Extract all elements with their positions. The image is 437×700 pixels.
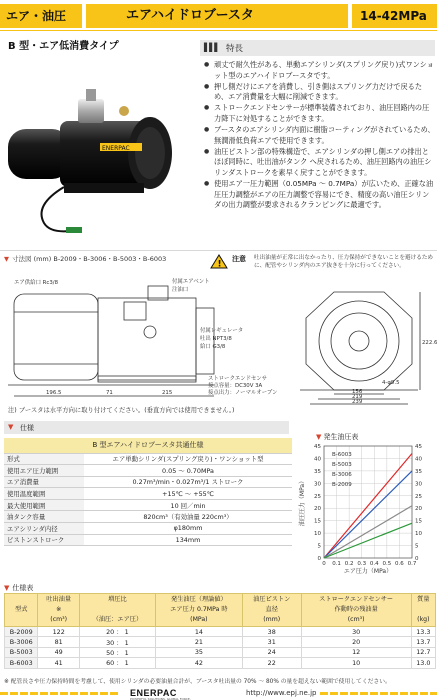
- dim-219: 219: [352, 394, 363, 400]
- table-cell: 42: [155, 658, 242, 668]
- dim-196: 196.5: [46, 390, 62, 396]
- table-cell: 50 ： 1: [79, 647, 155, 657]
- sensor-label: ストロークエンドセンサ: [208, 376, 268, 382]
- y-tick-label-right: 25: [415, 493, 422, 500]
- table-cell: 30 ： 1: [79, 637, 155, 647]
- x-tick-label: 0.7: [407, 561, 417, 567]
- table-cell: 30: [301, 627, 411, 637]
- feature-list: [204, 60, 436, 211]
- table-cell: 41: [38, 658, 80, 668]
- caution-text: 吐出油量が正常に出なかったり、圧力保持ができないことを避けるために、配管やシリンダ内のエア抜きを十分に行ってください。: [254, 255, 434, 269]
- table-cell: 12: [301, 647, 411, 657]
- column-header: 吐出油量 ※ (cm³): [38, 594, 80, 627]
- y-tick-label: 5: [317, 543, 321, 550]
- rating-label: 接点容量：DC30V 3A: [208, 383, 263, 389]
- table-cell: 31: [242, 637, 301, 647]
- inlet-label: 給口 G3/8: [200, 344, 226, 350]
- footer-stripe-right: [320, 692, 437, 695]
- column-header: ストロークエンドセンサー 作動時の残油量 (cm³): [301, 594, 411, 627]
- series-line: [324, 453, 412, 558]
- y-tick-label-right: 0: [415, 556, 419, 562]
- x-tick-label: 0.5: [382, 561, 392, 567]
- table-row: 使用エア圧力範囲 0.05 ～ 0.70MPa: [4, 465, 292, 477]
- features-heading: 特長: [226, 44, 244, 54]
- triangle-icon: ▼: [8, 423, 14, 431]
- x-tick-label: 0.3: [357, 561, 367, 567]
- chart-plot: [296, 442, 437, 582]
- table-row: [5, 637, 436, 647]
- model-footnote: ※ 配管長さや圧力保持時間を考慮して、使用シリンダの必要油量合計が、ブースタ吐出量の 70% ～ 80% の量を超えない範囲で使用してください。: [4, 679, 391, 685]
- dim-239: 239: [352, 399, 363, 405]
- x-axis-label: エア圧力（MPa）: [343, 568, 393, 575]
- table-cell: 22: [242, 658, 301, 668]
- feature-item: ● 頑丈で耐久性がある、単動エアシリンダ(スプリング戻り)式ワンショット型のエアハイドロブースタです。: [204, 60, 436, 81]
- x-tick-label: 0.2: [344, 561, 354, 567]
- column-header: 油圧ピストン 直径 (mm): [242, 594, 301, 627]
- table-row: [5, 658, 436, 668]
- x-tick-label: 0: [322, 561, 326, 567]
- footer-stripe-left: [0, 692, 120, 695]
- table-row: 最大使用範囲 10 回／min: [4, 499, 292, 511]
- table-cell: 38: [242, 627, 301, 637]
- contact-label: 接点出力：ノーマルオープン: [208, 390, 278, 396]
- heading-bars-icon: ▌▌▌: [204, 43, 220, 52]
- page-title: エアハイドロブースタ: [86, 4, 348, 28]
- table-row: 使用温度範囲 +15℃ ～ +55℃: [4, 488, 292, 500]
- common-spec-table: [4, 438, 292, 546]
- product-photo: [4, 55, 192, 245]
- dim-71: 71: [106, 390, 113, 396]
- specs-heading-bar: [4, 421, 289, 434]
- section-divider: [0, 250, 437, 251]
- feature-item: ● ブースタのエアシリンダ内面に樹脂コーティングがされているため、無潤滑低負荷エアで使用できます。: [204, 125, 436, 146]
- dim-156: 156: [352, 389, 363, 395]
- discharge-label: 吐出 NPT3/8: [200, 336, 232, 342]
- footer: [0, 688, 437, 700]
- y-tick-label-right: 15: [415, 518, 422, 525]
- y-tick-label: 0: [317, 556, 321, 562]
- air-vent-label: 付属エアベント: [172, 279, 210, 285]
- features-heading-bar: [200, 40, 435, 56]
- column-header: 増圧比 （油圧：エア圧）: [79, 594, 155, 627]
- table-cell: 20 ： 1: [79, 627, 155, 637]
- header-bar: [0, 0, 437, 32]
- table-cell: 24: [242, 647, 301, 657]
- website-link[interactable]: http://www.epj.ne.jp: [246, 689, 317, 697]
- series-line: [324, 523, 412, 558]
- feature-item: ● 押し側だけにエアを消費し、引き側はスプリング力だけで戻るため、エア消費量を大幅に削減できます。: [204, 82, 436, 103]
- y-tick-label: 25: [314, 493, 321, 500]
- svg-text:!: !: [217, 259, 222, 269]
- dim-bolt: 4-φ9.5: [382, 380, 400, 386]
- y-tick-label-right: 10: [415, 531, 422, 538]
- models-heading: [4, 583, 33, 593]
- table-cell: 122: [38, 627, 80, 637]
- y-tick-label: 45: [314, 444, 321, 450]
- category-label: エア・油圧: [0, 4, 82, 28]
- table-cell: 13.7: [411, 637, 435, 647]
- y-tick-label: 20: [314, 506, 321, 513]
- regulator-label: 付属レギュレータ: [200, 328, 244, 334]
- model-table-header: [5, 594, 436, 627]
- svg-text:ENERPAC: ENERPAC: [102, 145, 130, 152]
- brand-logo: ENERPAC: [130, 688, 177, 698]
- model-cell: B-3006: [5, 637, 38, 647]
- table-cell: 35: [155, 647, 242, 657]
- feature-item: ● ストロークエンドセンサーが標準装備されており、油圧回路内の圧力降下に対処することができます。: [204, 103, 436, 124]
- specs-heading: 仕様: [20, 424, 34, 432]
- spec-table-title: B 型エアハイドロブースタ共通仕様: [4, 438, 292, 453]
- model-table: [4, 593, 436, 669]
- y-tick-label: 15: [314, 518, 321, 525]
- oil-port-label: 注油口: [172, 287, 189, 293]
- table-cell: 10: [301, 658, 411, 668]
- column-header: 型式: [5, 594, 38, 627]
- dim-222: 222.6: [422, 340, 437, 346]
- table-cell: 49: [38, 647, 80, 657]
- triangle-icon: ▼: [316, 433, 322, 441]
- pressure-range: 14-42MPa: [352, 4, 437, 28]
- y-tick-label-right: 30: [415, 481, 422, 488]
- table-row: 油タンク容量 820cm³（有効油量 220cm³）: [4, 511, 292, 523]
- table-cell: 13.0: [411, 658, 435, 668]
- dimensions-heading-text: 寸法図 (mm) B-2009・B-3006・B-5003・B-6003: [12, 255, 167, 263]
- y-tick-label: 10: [314, 531, 321, 538]
- y-tick-label-right: 40: [415, 456, 422, 463]
- chart-title-text: 発生油圧表: [323, 433, 359, 441]
- dimensions-heading: [4, 254, 166, 263]
- product-subtitle: B 型・エア低消費タイプ: [8, 41, 119, 52]
- x-tick-label: 0.6: [395, 561, 404, 567]
- table-row: [5, 647, 436, 657]
- table-cell: 21: [155, 637, 242, 647]
- series-line: [324, 506, 412, 558]
- models-heading-text: 仕様表: [12, 584, 34, 592]
- triangle-icon: ▼: [4, 584, 10, 592]
- legend-label: B-3006: [332, 472, 352, 478]
- model-cell: B-5003: [5, 647, 38, 657]
- chart-title: [316, 432, 358, 442]
- y-tick-label: 35: [314, 468, 321, 475]
- dim-215: 215: [162, 390, 173, 396]
- table-row: ピストンストローク 134mm: [4, 534, 292, 546]
- caution-label: 注意: [232, 255, 246, 263]
- table-row: エアシリンダ内径 φ180mm: [4, 523, 292, 535]
- dimension-drawing: [0, 272, 437, 408]
- feature-item: ● 使用エア一圧力範囲（0.05MPa ～ 0.7MPa）が広いため、正確な油圧圧力調整がエアの圧力調整で容易にでき、精度の高い油圧シリンダの出力調整が要求されるクランピングに最適です。: [204, 179, 436, 211]
- model-table-body: [5, 627, 436, 669]
- y-axis-label: 油圧圧力（MPa）: [299, 477, 306, 527]
- x-tick-label: 0.1: [332, 561, 341, 567]
- brand-tagline: POWERFUL SOLUTIONS. GLOBAL FORCE.: [130, 697, 191, 700]
- y-tick-label-right: 20: [415, 506, 422, 513]
- air-inlet-label: エア供給口 Rc3/8: [14, 280, 59, 286]
- model-cell: B-2009: [5, 627, 38, 637]
- y-tick-label-right: 5: [415, 543, 419, 550]
- table-row: [5, 627, 436, 637]
- y-tick-label-right: 35: [415, 468, 422, 475]
- y-tick-label: 40: [314, 456, 321, 463]
- model-cell: B-6003: [5, 658, 38, 668]
- legend-label: B-5003: [332, 462, 352, 468]
- table-row: 形式 エア単動シリンダ(スプリング戻り)・ワンショット型: [4, 453, 292, 465]
- table-cell: 13.3: [411, 627, 435, 637]
- header-divider: [0, 30, 437, 31]
- warning-icon: [210, 254, 228, 269]
- table-row: エア消費量 0.27m³/min・0.027m³/1 ストローク: [4, 476, 292, 488]
- feature-item: ● 油圧ピストン部の特殊構造で、エアシリンダの押し側エアの排出とほぼ同時に、吐出油がタンク へ戻されるため、油圧回路内の油圧シリンダストロークを素早く戻すことができます。: [204, 147, 436, 179]
- y-tick-label: 30: [314, 481, 321, 488]
- pressure-chart: [296, 432, 437, 582]
- table-cell: 20: [301, 637, 411, 647]
- legend-label: B-2009: [332, 482, 352, 488]
- x-tick-label: 0.4: [369, 561, 379, 567]
- y-tick-label-right: 45: [415, 444, 422, 450]
- table-cell: 81: [38, 637, 80, 647]
- table-cell: 60 ： 1: [79, 658, 155, 668]
- triangle-icon: ▼: [4, 255, 9, 263]
- mounting-note: 注) ブースタは水平方向に取り付けてください。(垂直方向では使用できません。): [8, 407, 235, 414]
- column-header: 発生油圧（理論値） エア圧力 0.7MPa 時 (MPa): [155, 594, 242, 627]
- table-cell: 12.7: [411, 647, 435, 657]
- table-cell: 14: [155, 627, 242, 637]
- legend-label: B-6003: [332, 452, 352, 458]
- column-header: 質量 (kg): [411, 594, 435, 627]
